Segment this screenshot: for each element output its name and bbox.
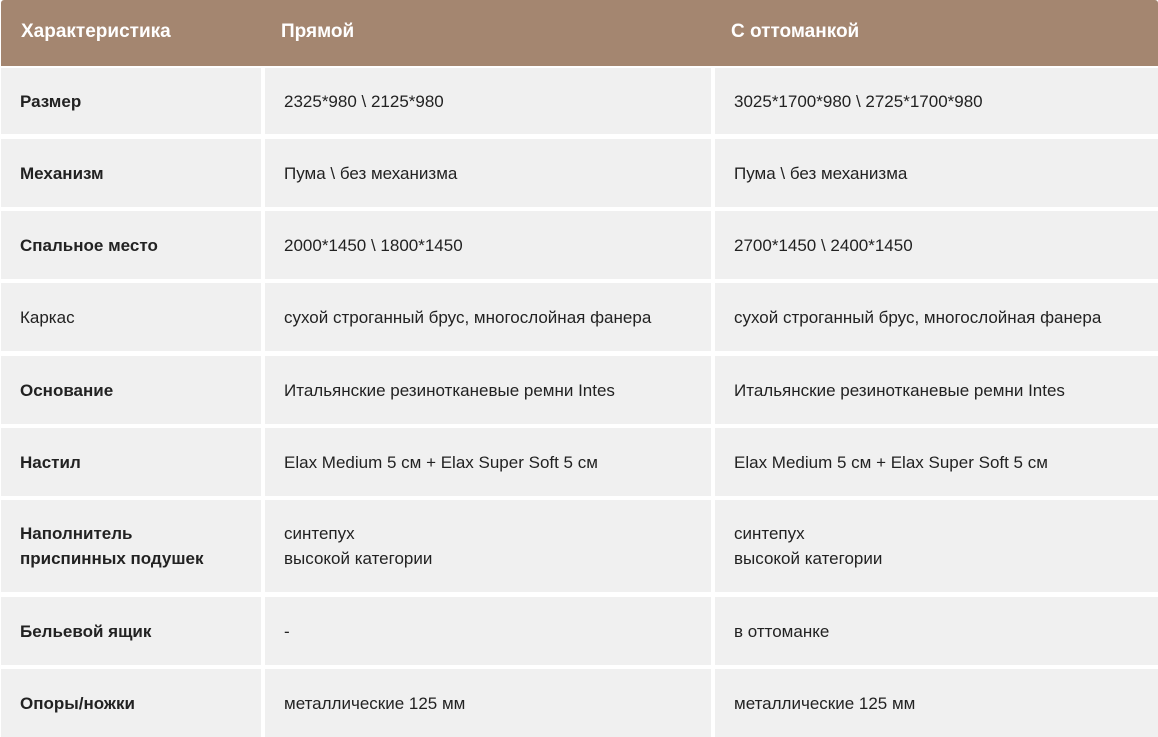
- straight-value-cell: [265, 139, 711, 207]
- ottoman-value: металлические 125 мм: [734, 693, 916, 713]
- table-row: [1, 597, 1158, 665]
- row-label-cell: [1, 283, 261, 351]
- ottoman-value-cell: [715, 669, 1158, 737]
- table-row: [1, 669, 1158, 737]
- table-header: [1, 0, 1158, 66]
- row-label-cell: [1, 500, 261, 592]
- straight-value-cell: [265, 669, 711, 737]
- straight-value-cell: [265, 356, 711, 424]
- ottoman-value-cell: [715, 68, 1158, 134]
- ottoman-value-cell: [715, 283, 1158, 351]
- row-label-cell: [1, 428, 261, 496]
- ottoman-value-cell: [715, 211, 1158, 279]
- ottoman-value-cell: [715, 356, 1158, 424]
- ottoman-value: 2700*1450 \ 2400*1450: [734, 235, 913, 255]
- ottoman-value: синтепух высокой категории: [734, 524, 883, 568]
- straight-value: синтепух высокой категории: [284, 524, 433, 568]
- header-straight: Прямой: [281, 21, 355, 42]
- ottoman-value: Пума \ без механизма: [734, 163, 908, 183]
- row-label-cell: [1, 669, 261, 737]
- row-label: Настил: [20, 452, 81, 472]
- table-row: [1, 356, 1158, 424]
- row-label: Основание: [20, 380, 114, 400]
- table-row: [1, 68, 1158, 134]
- row-label: Размер: [20, 91, 82, 111]
- row-label-cell: [1, 211, 261, 279]
- straight-value-cell: [265, 283, 711, 351]
- ottoman-value-cell: [715, 500, 1158, 592]
- straight-value: -: [284, 621, 290, 641]
- straight-value: сухой строганный брус, многослойная фанера: [284, 307, 652, 327]
- ottoman-value-cell: [715, 428, 1158, 496]
- straight-value: Пума \ без механизма: [284, 163, 458, 183]
- straight-value-cell: [265, 68, 711, 134]
- straight-value: Elax Medium 5 см + Elax Super Soft 5 см: [284, 452, 598, 472]
- table-row: [1, 211, 1158, 279]
- table-row: [1, 500, 1158, 592]
- table-row: [1, 428, 1158, 496]
- ottoman-value: Elax Medium 5 см + Elax Super Soft 5 см: [734, 452, 1048, 472]
- ottoman-value: Итальянские резинотканевые ремни Intes: [734, 380, 1065, 400]
- row-label: Каркас: [20, 307, 75, 327]
- row-label: Наполнитель приспинных подушек: [20, 524, 204, 568]
- straight-value: 2325*980 \ 2125*980: [284, 91, 444, 111]
- ottoman-value: 3025*1700*980 \ 2725*1700*980: [734, 91, 983, 111]
- table-row: [1, 139, 1158, 207]
- row-label: Опоры/ножки: [20, 693, 135, 713]
- straight-value: Итальянские резинотканевые ремни Intes: [284, 380, 615, 400]
- row-label-cell: [1, 68, 261, 134]
- header-characteristic: Характеристика: [21, 21, 171, 42]
- straight-value: 2000*1450 \ 1800*1450: [284, 235, 463, 255]
- row-label-cell: [1, 139, 261, 207]
- row-label-cell: [1, 597, 261, 665]
- row-label: Механизм: [20, 163, 104, 183]
- row-label-cell: [1, 356, 261, 424]
- table-row: [1, 283, 1158, 351]
- straight-value-cell: [265, 500, 711, 592]
- ottoman-value: в оттоманке: [734, 621, 830, 641]
- straight-value-cell: [265, 211, 711, 279]
- straight-value-cell: [265, 428, 711, 496]
- straight-value: металлические 125 мм: [284, 693, 466, 713]
- row-label: Бельевой ящик: [20, 621, 152, 641]
- row-label: Спальное место: [20, 235, 158, 255]
- ottoman-value-cell: [715, 597, 1158, 665]
- ottoman-value: сухой строганный брус, многослойная фанера: [734, 307, 1102, 327]
- header-ottoman: С оттоманкой: [731, 21, 860, 42]
- ottoman-value-cell: [715, 139, 1158, 207]
- straight-value-cell: [265, 597, 711, 665]
